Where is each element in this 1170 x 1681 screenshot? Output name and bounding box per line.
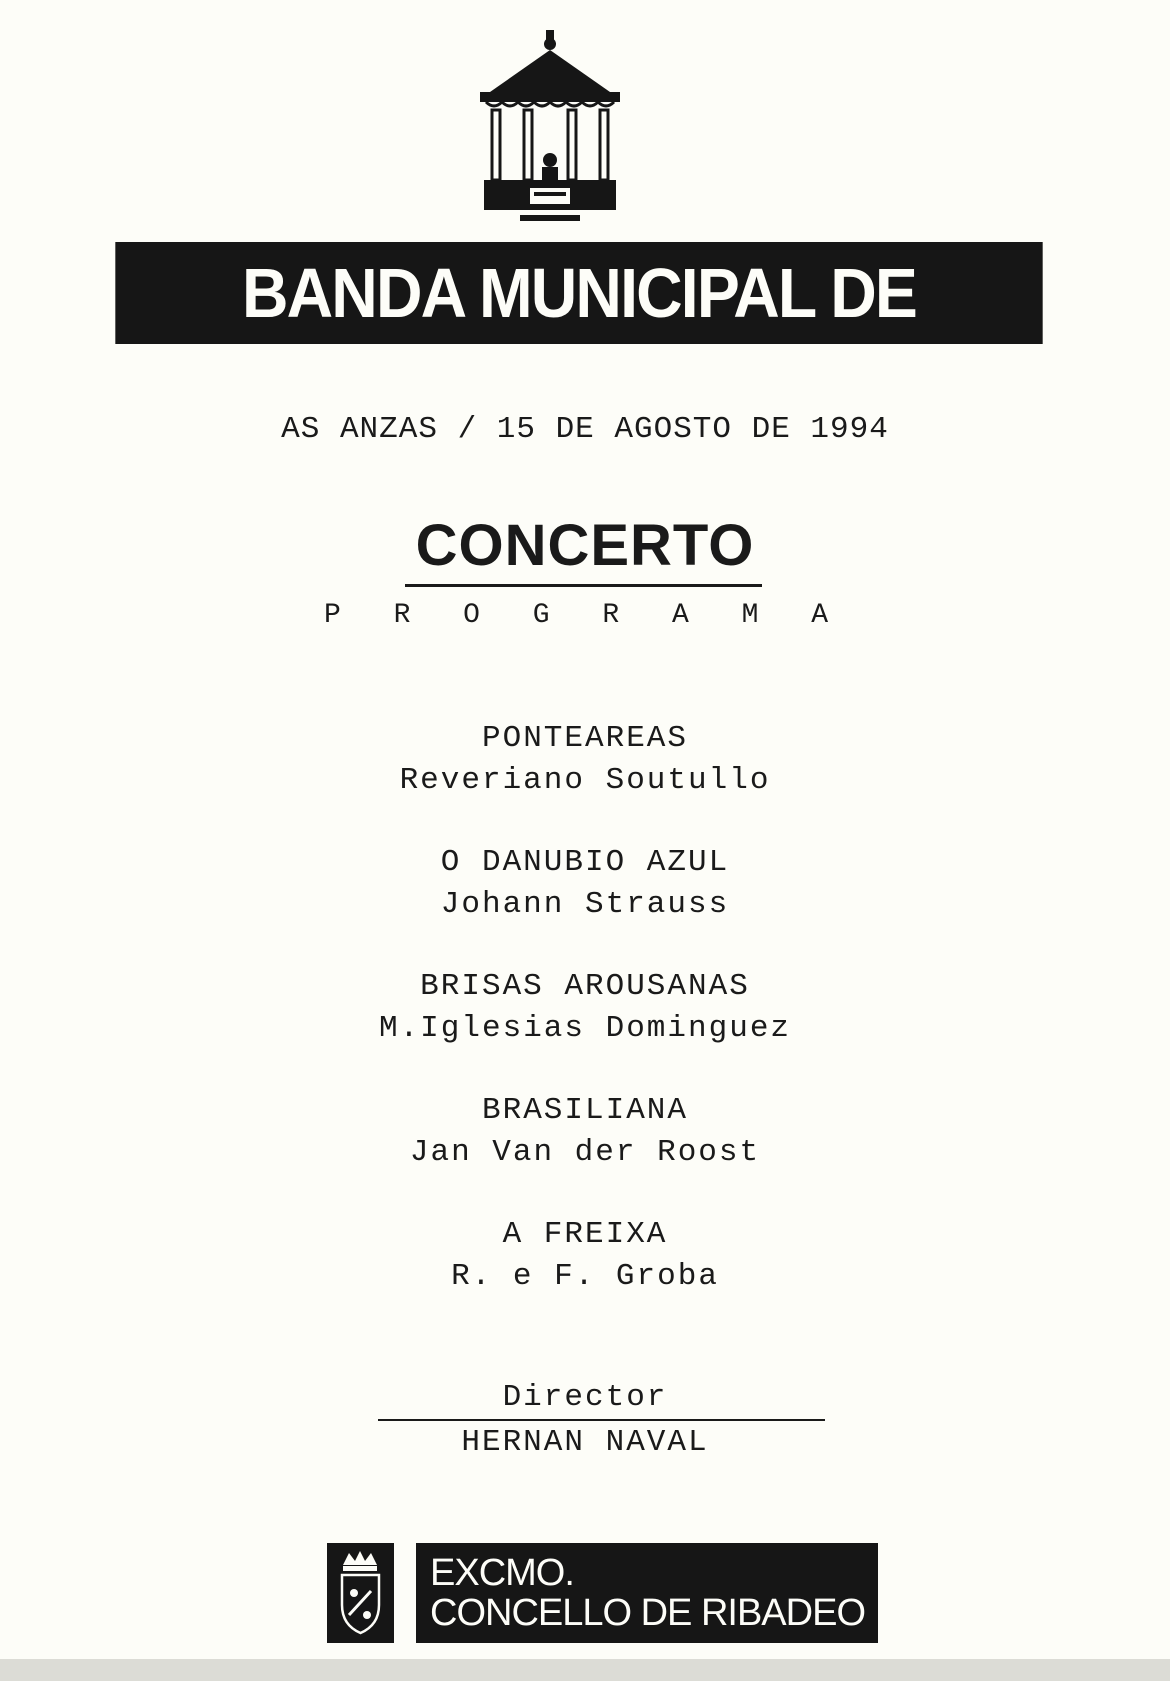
piece-composer: Johann Strauss bbox=[440, 887, 730, 922]
band-name-banner: BANDA MUNICIPAL DE RIBADEO bbox=[115, 242, 1042, 344]
director-rule bbox=[378, 1419, 825, 1421]
council-banner bbox=[416, 1543, 878, 1643]
piece-composer: R. e F. Groba bbox=[451, 1259, 719, 1294]
program-item bbox=[0, 842, 1170, 926]
piece-title: BRASILIANA bbox=[481, 1093, 689, 1128]
piece-title: A FREIXA bbox=[502, 1217, 668, 1252]
bandstand-kiosk-icon bbox=[470, 30, 630, 230]
piece-title: BRISAS AROUSANAS bbox=[420, 969, 750, 1004]
program-heading: P R O G R A M A bbox=[323, 600, 847, 631]
piece-composer: Reveriano Soutullo bbox=[399, 763, 771, 798]
council-line-2: CONCELLO DE RIBADEO bbox=[430, 1592, 865, 1634]
program-list bbox=[0, 718, 1170, 1338]
piece-composer: Jan Van der Roost bbox=[409, 1135, 761, 1170]
crest-box bbox=[327, 1543, 394, 1643]
program-item bbox=[0, 1090, 1170, 1174]
council-line-1: EXCMO. bbox=[430, 1552, 574, 1594]
piece-title: PONTEAREAS bbox=[481, 721, 689, 756]
program-item bbox=[0, 1214, 1170, 1298]
concert-title: CONCERTO bbox=[415, 513, 755, 578]
program-item bbox=[0, 966, 1170, 1050]
director-label: Director bbox=[502, 1380, 668, 1415]
title-underline bbox=[405, 584, 762, 587]
event-date-line: AS ANZAS / 15 DE AGOSTO DE 1994 bbox=[281, 412, 889, 447]
program-item bbox=[0, 718, 1170, 802]
director-name: HERNAN NAVAL bbox=[461, 1425, 709, 1460]
scan-edge bbox=[0, 1659, 1170, 1681]
piece-composer: M.Iglesias Dominguez bbox=[378, 1011, 792, 1046]
coat-of-arms-icon bbox=[327, 1543, 394, 1643]
piece-title: O DANUBIO AZUL bbox=[440, 845, 730, 880]
